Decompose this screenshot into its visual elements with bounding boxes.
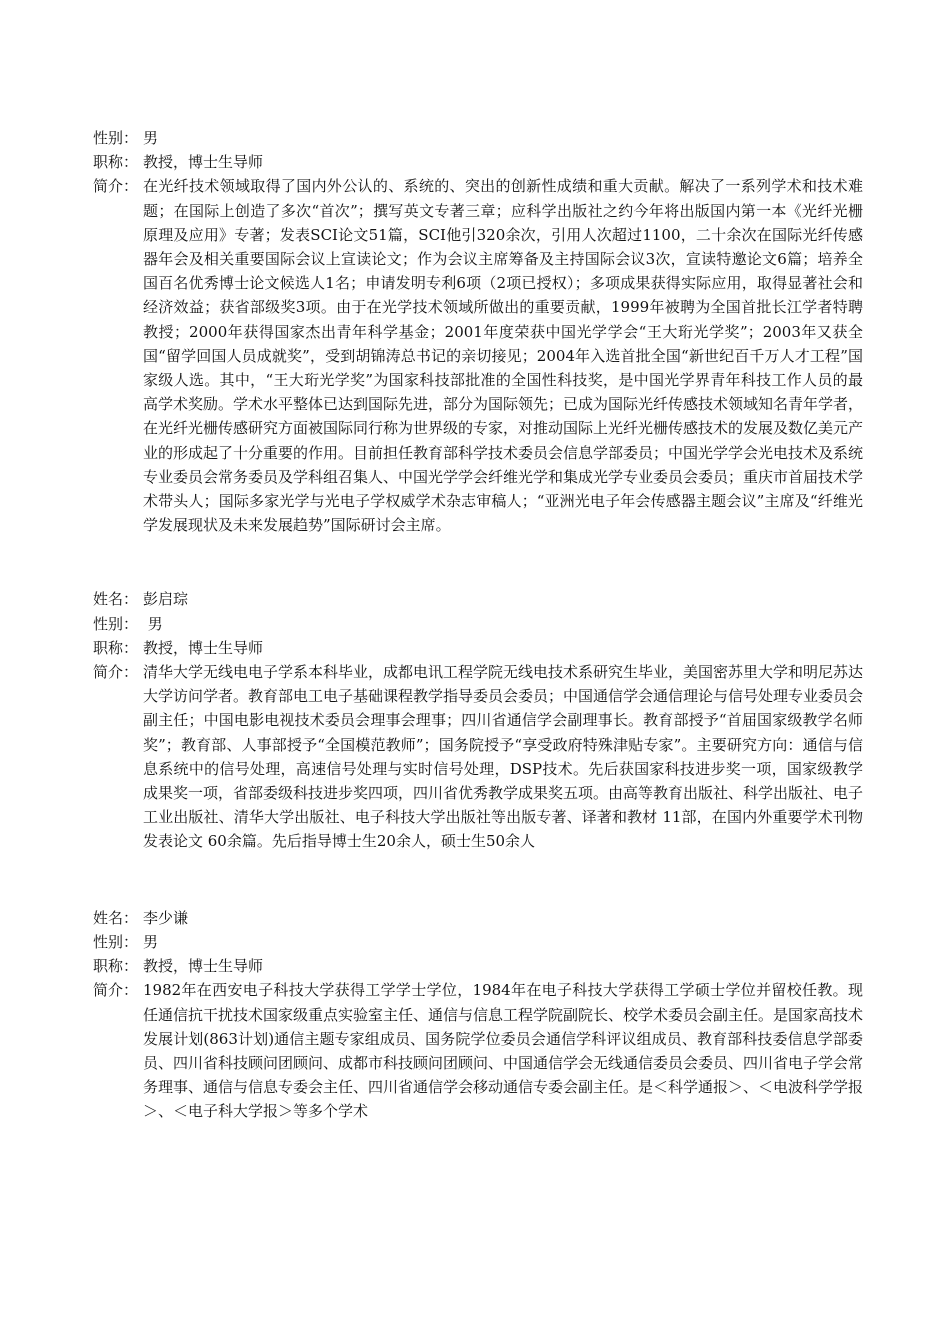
gender-label: 性别： [93, 129, 139, 147]
name-value: 李少谦 [143, 908, 189, 927]
title-label: 职称： [93, 957, 139, 976]
name-label: 姓名： [93, 590, 139, 609]
gender-value: 男 [143, 129, 159, 147]
gender-row [93, 612, 863, 636]
name-row [93, 906, 863, 930]
gender-value: 男 [143, 614, 163, 633]
bio-text: 在光纤技术领域取得了国内外公认的、系统的、突出的创新性成绩和重大贡献。解决了一系列学术和技术难题；在国际上创造了多次“首次”；撰写英文专著三章；应科学出版社之约今年将出版国内第一本《光纤光栅原理及应用》专著；发表SCI论文51篇，SCI他引320余次，引用人次超过1100，二十余次在国际光纤传感器年会及相关重要国际会议上宣读论文；作为会议主席筹备及主持国际会议3次，宣读特邀论文6篇；培养全国百名优秀博士论文候选人1名；申请发明专利6项（2项已授权）；多项成果获得实际应用，取得显著社会和经济效益；获省部级奖3项。由于在光学技术领域所做出的重要贡献，1999年被聘为全国首批长江学者特聘教授；2000年获得国家杰出青年科学基金；2001年度荣获中国光学学会“王大珩光学奖”；2003年又获全国“留学回国人员成就奖”，受到胡锦涛总书记的亲切接见；2004年入选首批全国“新世纪百千万人才工程”国家级人选。其中，“王大珩光学奖”为国家科技部批准的全国性科技奖，是中国光学界青年科技工作人员的最高学术奖励。学术水平整体已达到国际先进，部分为国际领先；已成为国际光纤传感技术领域知名青年学者，在光纤光栅传感研究方面被国际同行称为世界级的专家，对推动国际上光纤光栅传感技术的发展及数亿美元产业的形成起了十分重要的作用。目前担任教育部科学技术委员会信息学部委员；中国光学学会光电技术及系统专业委员会常务委员及学科组召集人、中国光学学会纤维光学和集成光学专业委员会委员；重庆市首届技术学术带头人；国际多家光学与光电子学权威学术杂志审稿人；“亚洲光电子年会传感器主题会议”主席及“纤维光学发展现状及未来发展趋势”国际研讨会主席。 [143, 177, 864, 535]
profile-entry [93, 587, 863, 853]
title-value: 教授，博士生导师 [143, 153, 264, 172]
title-label: 职称： [93, 638, 139, 657]
title-value: 教授，博士生导师 [143, 638, 264, 657]
name-label: 姓名： [93, 908, 139, 927]
bio-label: 简介： [93, 981, 139, 1000]
bio-text: 清华大学无线电电子学系本科毕业，成都电讯工程学院无线电技术系研究生毕业，美国密苏里大学和明尼苏达大学访问学者。教育部电工电子基础课程教学指导委员会委员；中国通信学会通信理论与信号处理专业委员会副主任；中国电影电视技术委员会理事会理事；四川省通信学会副理事长。教育部授予“首届国家级教学名师奖”；教育部、人事部授予“全国模范教师”；国务院授予“享受政府特殊津贴专家”。主要研究方向：通信与信息系统中的信号处理，高速信号处理与实时信号处理，DSP技术。先后获国家科技进步奖一项，国家级教学成果奖一项，省部委级科技进步奖四项，四川省优秀教学成果奖五项。由高等教育出版社、科学出版社、电子工业出版社、清华大学出版社、电子科技大学出版社等出版专著、译著和教材 11部，在国内外重要学术刊物发表论文 60余篇。先后指导博士生20余人，硕士生50余人 [143, 663, 864, 851]
profile-entry [93, 906, 863, 1124]
bio-label: 简介： [93, 663, 139, 682]
gender-value: 男 [143, 932, 159, 951]
title-row [93, 954, 863, 978]
bio-row [93, 660, 863, 854]
bio-label: 简介： [93, 177, 139, 196]
name-value: 彭启琮 [143, 590, 189, 609]
bio-row [93, 978, 863, 1123]
gender-row [93, 126, 863, 150]
gender-label: 性别： [93, 614, 139, 633]
gender-label: 性别： [93, 932, 139, 951]
gender-row [93, 930, 863, 954]
title-row [93, 636, 863, 660]
name-row [93, 587, 863, 611]
document-page [93, 126, 863, 1124]
title-row [93, 150, 863, 174]
title-value: 教授，博士生导师 [143, 957, 264, 976]
bio-row [93, 174, 863, 537]
title-label: 职称： [93, 153, 139, 172]
bio-text: 1982年在西安电子科技大学获得工学学士学位，1984年在电子科技大学获得工学硕士学位并留校任教。现任通信抗干扰技术国家级重点实验室主任、通信与信息工程学院副院长、校学术委员会副主任。是国家高技术发展计划(863计划)通信主题专家组成员、国务院学位委员会通信学科评议组成员、教育部科技委信息学部委员、四川省科技顾问团顾问、成都市科技顾问团顾问、中国通信学会无线通信委员会委员、四川省电子学会常务理事、通信与信息专委会主任、四川省通信学会移动通信专委会副主任。是＜科学通报＞、＜电波科学学报＞、＜电子科大学报＞等多个学术 [143, 981, 864, 1121]
profile-entry [93, 126, 863, 537]
